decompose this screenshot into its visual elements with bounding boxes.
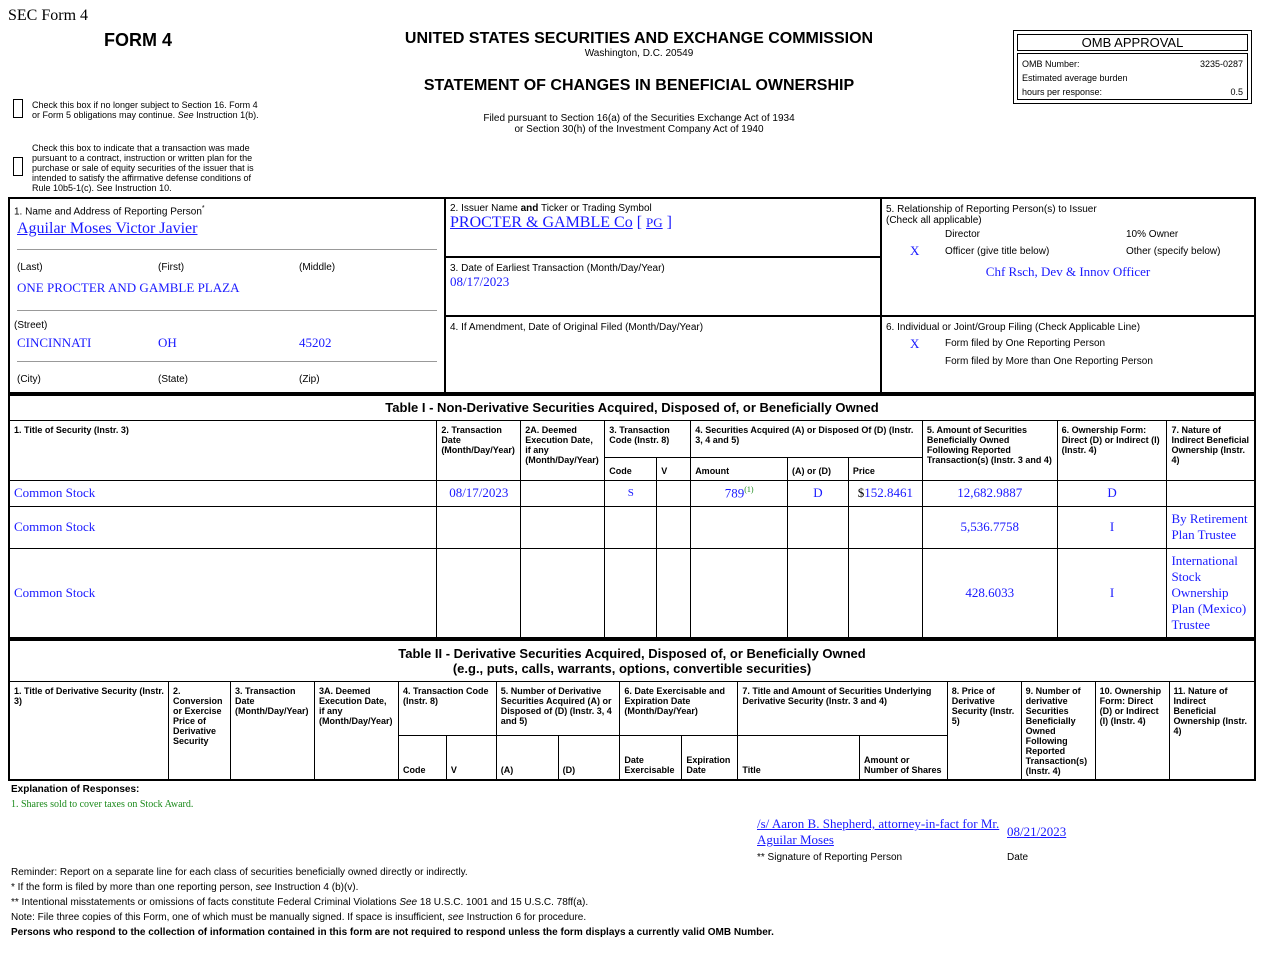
- one-person-label: Form filed by One Reporting Person: [945, 338, 1106, 349]
- reminder-text: Reminder: Report on a separate line for each class of securities beneficially owned directly or indirectly.: [11, 867, 468, 878]
- col-conversion-price: 2. Conversion or Exercise Price of Derivative Security: [169, 681, 231, 780]
- box5-label: 5. Relationship of Reporting Person(s) to Issuer (Check all applicable): [886, 204, 1097, 226]
- table-row: [9, 506, 1255, 548]
- agency-title: UNITED STATES SECURITIES AND EXCHANGE COMMISSION: [404, 30, 874, 47]
- col-securities-acquired: 4. Securities Acquired (A) or Disposed Of (D) (Instr. 3, 4 and 5): [691, 420, 923, 457]
- signature-date-link[interactable]: 08/21/2023: [1007, 824, 1067, 839]
- signature-link[interactable]: /s/ Aaron B. Shepherd, attorney-in-fact for Mr. Aguilar Moses: [757, 816, 1000, 847]
- col-date-exercisable: 6. Date Exercisable and Expiration Date (Month/Day/Year): [620, 681, 738, 735]
- col-derivatives-acquired: 5. Number of Derivative Securities Acquired (A) or Disposed of (D) (Instr. 3, 4 and 5): [496, 681, 620, 735]
- street-value: ONE PROCTER AND GAMBLE PLAZA: [17, 280, 240, 295]
- one-person-check-mark: X: [910, 336, 920, 351]
- earliest-transaction-date: 08/17/2023: [450, 274, 510, 289]
- issuer-line: PROCTER & GAMBLE Co [ PG ]: [450, 214, 672, 231]
- signature-label: ** Signature of Reporting Person: [757, 852, 903, 863]
- amount-owned: 428.6033: [922, 548, 1057, 638]
- ownership-form: D: [1057, 480, 1167, 506]
- nature-of-ownership: International Stock Ownership Plan (Mexico) Trustee: [1167, 548, 1255, 638]
- omb-number-value: 3235-0287: [1199, 59, 1243, 69]
- subcol-title: Title: [738, 735, 860, 780]
- form-title: FORM 4: [104, 30, 173, 50]
- rule-10b5-checkbox[interactable]: [13, 157, 23, 176]
- security-title: Common Stock: [9, 548, 437, 638]
- ten-percent-owner-label: 10% Owner: [1126, 229, 1179, 240]
- transaction-code: S: [605, 480, 657, 506]
- instruction-note-2: ** Intentional misstatements or omissions of facts constitute Federal Criminal Violations See 18 U.S.C. 1001 and 15 U.S.C. 78ff(a).: [11, 897, 589, 908]
- filed-line-2: or Section 30(h) of the Investment Company Act of 1940: [514, 124, 764, 135]
- box2-label: 2. Issuer Name and Ticker or Trading Symbol: [450, 203, 652, 214]
- col-transaction-date: 3. Transaction Date (Month/Day/Year): [230, 681, 314, 780]
- col-derivative-price: 8. Price of Derivative Security (Instr. 5): [947, 681, 1021, 780]
- acquired-or-disposed: D: [788, 480, 849, 506]
- checkbox1-text: Check this box if no longer subject to Section 16. Form 4 or Form 5 obligations may continue. See Instruction 1(b).: [32, 100, 259, 120]
- table-row: [9, 480, 1255, 506]
- omb-details: [1017, 53, 1248, 100]
- col-derivative-title: 1. Title of Derivative Security (Instr. 3): [9, 681, 169, 780]
- col-ownership-form: 6. Ownership Form: Direct (D) or Indirect (I) (Instr. 4): [1057, 420, 1167, 480]
- instruction-note-3: Note: File three copies of this Form, one of which must be manually signed. If space is insufficient, see Instruction 6 for procedure.: [11, 912, 587, 923]
- statement-title: STATEMENT OF CHANGES IN BENEFICIAL OWNERSHIP: [423, 77, 855, 94]
- footnote-1: 1. Shares sold to cover taxes on Stock Award.: [11, 799, 194, 810]
- col-deemed-execution-date: 2A. Deemed Execution Date, if any (Month/Day/Year): [521, 420, 605, 480]
- transaction-date: 08/17/2023: [437, 480, 521, 506]
- subcol-amount-shares: Amount or Number of Shares: [859, 735, 947, 780]
- subcol-price: Price: [848, 457, 922, 480]
- table-non-derivative: [8, 394, 1256, 639]
- other-label: Other (specify below): [1126, 246, 1221, 257]
- subcol-a: (A): [496, 735, 558, 780]
- state-label: (State): [158, 374, 189, 385]
- hours-value: 0.5: [1230, 87, 1243, 97]
- table-row: [9, 548, 1255, 638]
- city-value: CINCINNATI: [17, 335, 92, 350]
- subcol-expiration-date: Expiration Date: [682, 735, 738, 780]
- officer-label: Officer (give title below): [945, 246, 1050, 257]
- transaction-price: $152.8461: [848, 480, 922, 506]
- col-amount-owned: 5. Amount of Securities Beneficially Owned Following Reported Transaction(s) (Instr. 3 and 4): [922, 420, 1057, 480]
- director-label: Director: [945, 229, 981, 240]
- table1-title: Table I - Non-Derivative Securities Acquired, Disposed of, or Beneficially Owned: [9, 395, 1255, 420]
- sec-form-label: SEC Form 4: [8, 7, 89, 24]
- box4-label: 4. If Amendment, Date of Original Filed (Month/Day/Year): [450, 322, 704, 333]
- col-transaction-code: 3. Transaction Code (Instr. 8): [605, 420, 691, 457]
- city-label: (City): [17, 374, 41, 385]
- table-derivative: [8, 639, 1256, 781]
- omb-title: OMB APPROVAL: [1017, 34, 1248, 51]
- state-value: OH: [158, 335, 177, 350]
- agency-location: Washington, D.C. 20549: [584, 48, 694, 59]
- officer-check-mark: X: [910, 243, 920, 258]
- security-title: Common Stock: [9, 506, 437, 548]
- issuer-name-link[interactable]: PROCTER & GAMBLE Co: [450, 214, 633, 231]
- hours-label: hours per response:: [1022, 87, 1103, 97]
- subcol-date-exercisable: Date Exercisable: [620, 735, 682, 780]
- divider: [17, 310, 437, 311]
- box-filing-type: [881, 316, 1255, 393]
- omb-disclaimer: Persons who respond to the collection of information contained in this form are not required to respond unless the form displays a currently valid OMB Number.: [11, 927, 774, 938]
- divider: [17, 249, 437, 250]
- box-earliest-transaction: [445, 257, 881, 316]
- col-deemed-execution-date: 3A. Deemed Execution Date, if any (Month/Day/Year): [314, 681, 398, 780]
- security-title: Common Stock: [9, 480, 437, 506]
- omb-number-label: OMB Number:: [1022, 59, 1080, 69]
- subcol-code: Code: [605, 457, 657, 480]
- col-derivatives-owned: 9. Number of derivative Securities Beneficially Owned Following Reported Transaction(s) (Instr. 4): [1021, 681, 1095, 780]
- checkbox2-text: Check this box to indicate that a transaction was made pursuant to a contract, instruction or written plan for the purchase or sale of equity securities of the issuer that is intended to satisfy the affirmative defense conditions of Rule 10b5-1(c). See Instruction 10.: [32, 143, 254, 193]
- officer-title: Chf Rsch, Dev & Innov Officer: [985, 264, 1151, 279]
- last-label: (Last): [17, 262, 43, 273]
- subcol-a-or-d: (A) or (D): [788, 457, 849, 480]
- subcol-d: (D): [558, 735, 620, 780]
- zip-value: 45202: [299, 335, 332, 350]
- date-label: Date: [1007, 852, 1029, 863]
- box3-label: 3. Date of Earliest Transaction (Month/Day/Year): [450, 263, 665, 274]
- col-ownership-form: 10. Ownership Form: Direct (D) or Indirect (I) (Instr. 4): [1095, 681, 1169, 780]
- col-transaction-code: 4. Transaction Code (Instr. 8): [398, 681, 496, 735]
- street-label: (Street): [14, 320, 48, 331]
- box1-label: 1. Name and Address of Reporting Person*: [14, 205, 205, 218]
- nature-of-ownership: [1167, 480, 1255, 506]
- ticker-link[interactable]: PG: [646, 215, 663, 230]
- col-nature-of-ownership: 7. Nature of Indirect Beneficial Ownership (Instr. 4): [1167, 420, 1255, 480]
- col-title-of-security: 1. Title of Security (Instr. 3): [9, 420, 437, 480]
- no-longer-subject-checkbox[interactable]: [13, 99, 23, 118]
- reporting-person-link[interactable]: Aguilar Moses Victor Javier: [17, 220, 198, 237]
- box6-label: 6. Individual or Joint/Group Filing (Check Applicable Line): [886, 322, 1141, 333]
- zip-label: (Zip): [299, 374, 320, 385]
- divider: [17, 361, 437, 362]
- col-nature-of-ownership: 11. Nature of Indirect Beneficial Ownership (Instr. 4): [1169, 681, 1255, 780]
- col-underlying-securities: 7. Title and Amount of Securities Underlying Derivative Security (Instr. 3 and 4): [738, 681, 947, 735]
- more-person-label: Form filed by More than One Reporting Person: [945, 356, 1153, 367]
- subcol-code: Code: [398, 735, 446, 780]
- box-issuer: [445, 198, 881, 257]
- ownership-form: I: [1057, 548, 1167, 638]
- omb-approval-box: [1013, 30, 1252, 104]
- subcol-v: V: [657, 457, 691, 480]
- middle-label: (Middle): [299, 262, 336, 273]
- amount-owned: 5,536.7758: [922, 506, 1057, 548]
- filed-line-1: Filed pursuant to Section 16(a) of the Securities Exchange Act of 1934: [483, 113, 795, 124]
- nature-of-ownership: By Retirement Plan Trustee: [1167, 506, 1255, 548]
- amount-owned: 12,682.9887: [922, 480, 1057, 506]
- burden-label: Estimated average burden: [1022, 73, 1128, 83]
- explanation-heading: Explanation of Responses:: [11, 784, 140, 795]
- box-relationship: [881, 198, 1255, 316]
- instruction-note-1: * If the form is filed by more than one reporting person, see Instruction 4 (b)(v).: [11, 882, 359, 893]
- box-reporting-person: [9, 198, 445, 393]
- subcol-amount: Amount: [691, 457, 788, 480]
- table2-title: Table II - Derivative Securities Acquired, Disposed of, or Beneficially Owned (e.g., puts, calls, warrants, options, convertible securities): [9, 640, 1255, 681]
- footnote-ref: (1): [744, 484, 754, 494]
- first-label: (First): [158, 262, 185, 273]
- col-transaction-date: 2. Transaction Date (Month/Day/Year): [437, 420, 521, 480]
- transaction-amount: 789$^{(1)}$: [691, 480, 788, 506]
- box-amendment: [445, 316, 881, 393]
- subcol-v: V: [446, 735, 496, 780]
- ownership-form: I: [1057, 506, 1167, 548]
